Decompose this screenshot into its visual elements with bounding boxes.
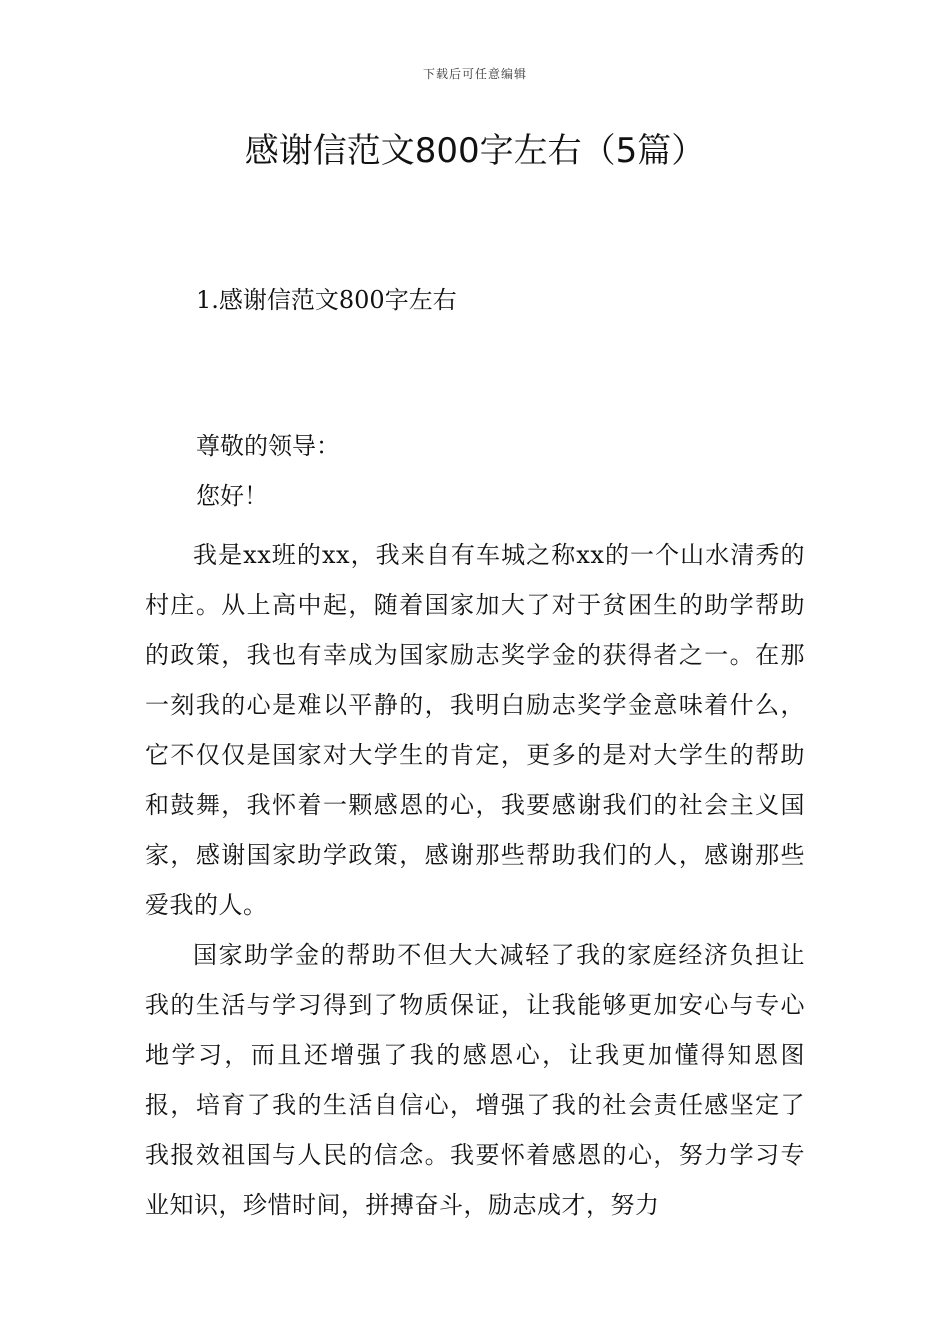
document-title: 感谢信范文800字左右（5篇） <box>244 131 706 171</box>
salutation: 尊敬的领导： <box>196 432 340 460</box>
section-heading: 1.感谢信范文800字左右 <box>196 286 457 314</box>
body-paragraph: 国家助学金的帮助不但大大减轻了我的家庭经济负担让我的生活与学习得到了物质保证，让我能够更加安心与专心地学习，而且还增强了我的感恩心，让我更加懂得知恩图报，培育了我的生活自信心，增强了我的社会责任感坚定了我报效祖国与人民的信念。我要怀着感恩的心，努力学习专业知识，珍惜时间，拼搏奋斗，励志成才，努力 <box>145 941 805 1219</box>
greeting: 您好！ <box>196 482 268 510</box>
letter-body <box>145 530 805 1230</box>
header-note: 下载后可任意编辑 <box>422 67 527 81</box>
body-paragraph: 我是xx班的xx，我来自有车城之称xx的一个山水清秀的村庄。从上高中起，随着国家加大了对于贫困生的助学帮助的政策，我也有幸成为国家励志奖学金的获得者之一。在那一刻我的心是难以平静的，我明白励志奖学金意味着什么，它不仅仅是国家对大学生的肯定，更多的是对大学生的帮助和鼓舞，我怀着一颗感恩的心，我要感谢我们的社会主义国家，感谢国家助学政策，感谢那些帮助我们的人，感谢那些爱我的人。 <box>145 541 805 919</box>
